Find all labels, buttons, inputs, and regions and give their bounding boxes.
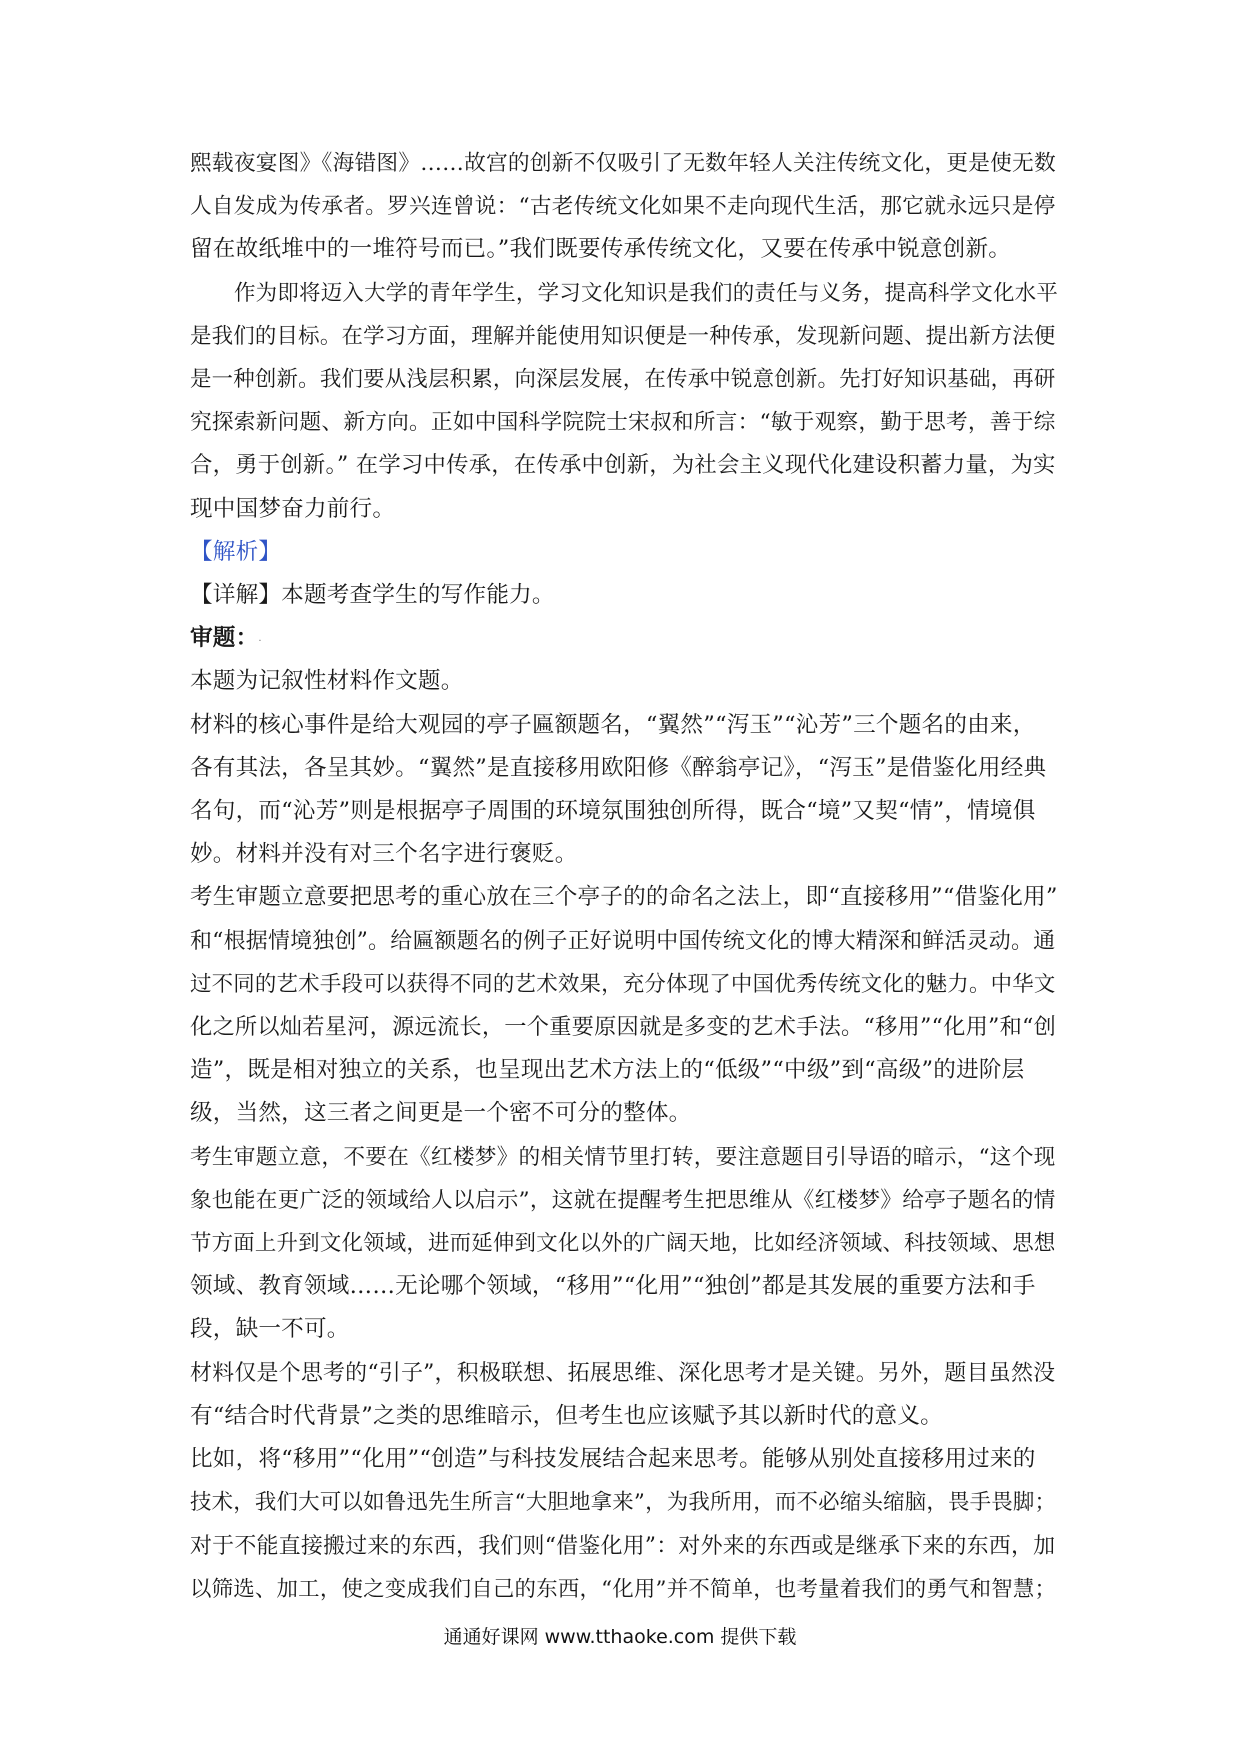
text-line: 是我们的目标。在学习方面，理解并能使用知识便是一种传承，发现新问题、提出新方法便 — [190, 323, 1056, 349]
text-line: 究探索新问题、新方向。正如中国科学院院士宋叔和所言：“敏于观察，勤于思考，善于综 — [190, 410, 1056, 436]
text-line: 留在故纸堆中的一堆符号而已。”我们既要传承传统文化，又要在传承中锐意创新。 — [190, 236, 1012, 263]
text-line: 对于不能直接搬过来的东西，我们则“借鉴化用”：对外来的东西或是继承下来的东西，加 — [190, 1533, 1056, 1559]
text-line: 考生审题立意要把思考的重心放在三个亭子的的命名之法上，即“直接移用”“借鉴化用” — [190, 884, 1058, 911]
type-line: 本题为记叙性材料作文题。 — [190, 668, 464, 695]
text-line: 节方面上升到文化领域，进而延伸到文化以外的广阔天地，比如经济领域、科技领域、思想 — [190, 1231, 1056, 1257]
analysis-label: 【解析】 — [190, 538, 282, 565]
review-dot: . — [258, 633, 262, 645]
text-line: 材料的核心事件是给大观园的亭子匾额题名，“翼然”“泻玉”“沁芳”三个题名的由来， — [190, 711, 1036, 738]
text-line: 级，当然，这三者之间更是一个密不可分的整体。 — [190, 1100, 692, 1127]
document-body — [190, 142, 1060, 1611]
text-line: 是一种创新。我们要从浅层积累，向深层发展，在传承中锐意创新。先打好知识基础，再研 — [190, 367, 1056, 393]
text-line: 现中国梦奋力前行。 — [190, 495, 396, 522]
text-line: 象也能在更广泛的领域给人以启示”，这就在提醒考生把思维从《红楼梦》给亭子题名的情 — [190, 1187, 1056, 1213]
text-line: 有“结合时代背景”之类的思维暗示，但考生也应该赋予其以新时代的意义。 — [190, 1402, 943, 1429]
paragraph-focus — [190, 876, 1060, 1135]
text-line: 和“根据情境独创”。给匾额题名的例子正好说明中国传统文化的博大精深和鲜活灵动。通 — [190, 928, 1056, 954]
text-line: 领域、教育领域……无论哪个领域，“移用”“化用”“独创”都是其发展的重要方法和手 — [190, 1273, 1036, 1300]
page-footer: 通通好课网 www.tthaoke.com 提供下载 — [443, 1626, 797, 1648]
text-line: 技术，我们大可以如鲁迅先生所言“大胆地拿来”，为我所用，而不必缩头缩脑，畏手畏脚； — [190, 1490, 1057, 1516]
text-line: 人自发成为传承者。罗兴连曾说：“古老传统文化如果不走向现代生活，那它就永远只是停 — [190, 194, 1056, 220]
review-heading: 审题： — [190, 625, 259, 652]
paragraph-core-event — [190, 704, 1060, 877]
paragraph-essay-conclusion — [190, 272, 1060, 531]
paragraph-hint — [190, 1136, 1060, 1352]
text-line: 过不同的艺术手段可以获得不同的艺术效果，充分体现了中国优秀传统文化的魅力。中华文 — [190, 971, 1056, 997]
paragraph-lead — [190, 1352, 1060, 1438]
text-line: 作为即将迈入大学的青年学生，学习文化知识是我们的责任与义务，提高科学文化水平 — [234, 280, 1059, 306]
text-line: 名句，而“沁芳”则是根据亭子周围的环境氛围独创所得，既合“境”又契“情”，情境俱 — [190, 798, 1036, 825]
text-line: 材料仅是个思考的“引子”，积极联想、拓展思维、深化思考才是关键。另外，题目虽然没 — [190, 1360, 1056, 1386]
paragraph-top — [190, 142, 1060, 272]
text-line: 段，缺一不可。 — [190, 1316, 350, 1343]
text-line: 造”，既是相对独立的关系，也呈现出艺术方法上的“低级”“中级”到“高级”的进阶层 — [190, 1057, 1025, 1084]
text-line: 以筛选、加工，使之变成我们自己的东西，“化用”并不简单，也考量着我们的勇气和智慧； — [190, 1576, 1057, 1602]
text-line: 比如，将“移用”“化用”“创造”与科技发展结合起来思考。能够从别处直接移用过来的 — [190, 1446, 1036, 1473]
text-line: 考生审题立意，不要在《红楼梦》的相关情节里打转，要注意题目引导语的暗示，“这个现 — [190, 1144, 1056, 1170]
detail-line: 【详解】本题考查学生的写作能力。 — [190, 582, 555, 609]
text-line: 各有其法，各呈其妙。“翼然”是直接移用欧阳修《醉翁亭记》，“泻玉”是借鉴化用经典 — [190, 754, 1047, 781]
text-line: 化之所以灿若星河，源远流长，一个重要原因就是多变的艺术手法。“移用”“化用”和“创 — [190, 1014, 1057, 1041]
text-line: 妙。材料并没有对三个名字进行褒贬。 — [190, 841, 578, 868]
text-line: 熙载夜宴图》《海错图》……故宫的创新不仅吸引了无数年轻人关注传统文化，更是使无数 — [190, 151, 1056, 176]
review-heading-line — [190, 617, 1060, 660]
text-line: 合，勇于创新。” 在学习中传承，在传承中创新，为社会主义现代化建设积蓄力量，为实 — [190, 452, 1056, 479]
paragraph-example — [190, 1438, 1060, 1611]
